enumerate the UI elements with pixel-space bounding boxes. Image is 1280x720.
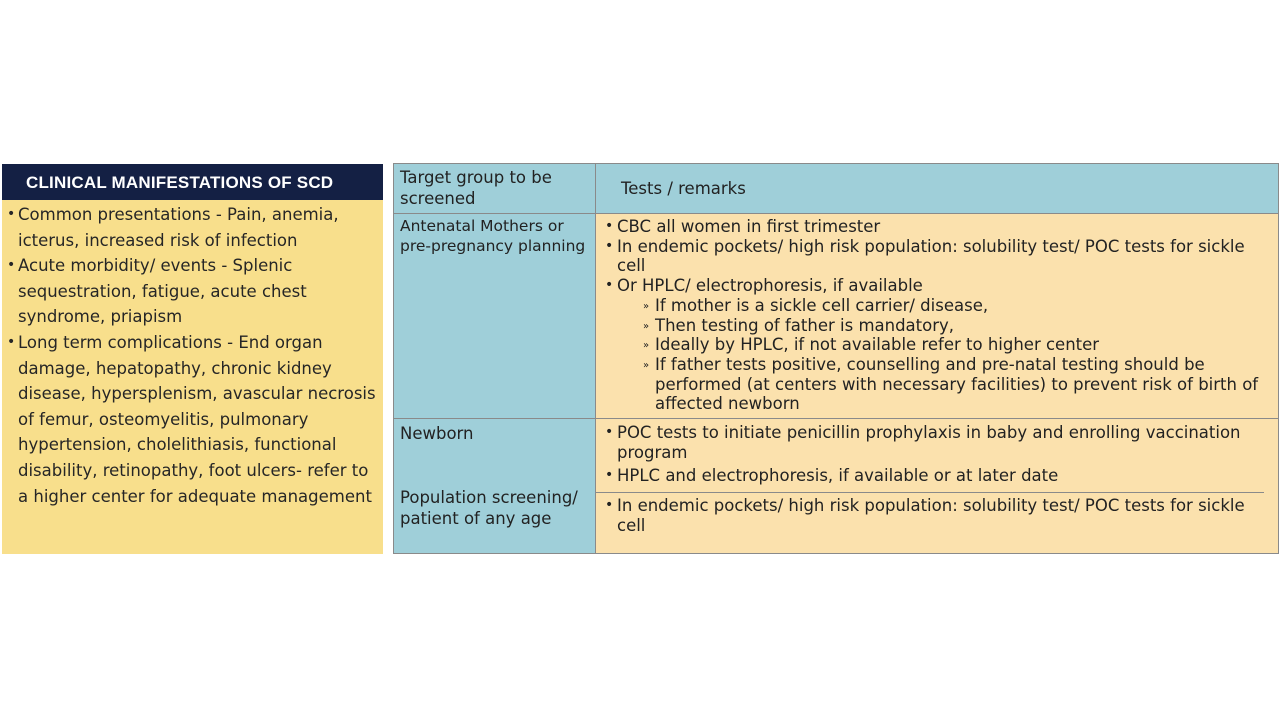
test-subitem: » If father tests positive, counselling and pre-natal testing should be performed (at centers with necessary facilities) to prevent risk of birth of affected newborn — [643, 354, 1259, 414]
clinical-item: • Long term complications - End organ damage, hepatopathy, chronic kidney disease, hypersplenism, avascular necrosis of femur, osteomyelitis, pulmonary hypertension, cholelithiasis, functional disability, retinopathy, foot ulcers- refer to a higher center for adequate management — [2, 330, 383, 509]
tests-list-population — [605, 496, 1245, 535]
row-divider — [394, 418, 1278, 419]
bullet-icon: • — [605, 218, 614, 234]
clinical-item: • Acute morbidity/ events - Splenic sequestration, fatigue, acute chest syndrome, priapism — [2, 253, 383, 330]
test-item: • POC tests to initiate penicillin prophylaxis in baby and enrolling vaccination program — [605, 423, 1241, 462]
chevron-right-icon: » — [643, 359, 650, 371]
clinical-list — [2, 200, 383, 509]
clinical-title: CLINICAL MANIFESTATIONS OF SCD — [2, 164, 383, 200]
clinical-item: • Common presentations - Pain, anemia, icterus, increased risk of infection — [2, 202, 383, 253]
test-item: • Or HPLC/ electrophoresis, if available — [605, 276, 923, 296]
header-target-group: Target group to be screened — [400, 168, 552, 208]
test-subitem: » Ideally by HPLC, if not available refer to higher center — [643, 335, 1100, 355]
bullet-icon: • — [7, 257, 16, 274]
header-tests-remarks: Tests / remarks — [621, 179, 746, 198]
test-subitem: » If mother is a sickle cell carrier/ disease, — [643, 295, 989, 315]
clinical-manifestations-panel — [2, 164, 383, 554]
bullet-icon: • — [605, 467, 614, 484]
test-subitem: » Then testing of father is mandatory, — [643, 315, 955, 335]
test-item: • In endemic pockets/ high risk population: solubility test/ POC tests for sickle cell — [605, 236, 1245, 276]
group-antenatal: Antenatal Mothers or pre-pregnancy planning — [400, 217, 586, 255]
row-divider — [394, 213, 1278, 214]
bullet-icon: • — [605, 237, 614, 254]
bullet-icon: • — [605, 424, 614, 440]
bullet-icon: • — [605, 497, 614, 513]
group-newborn: Newborn — [400, 424, 474, 443]
bullet-icon: • — [7, 333, 16, 350]
screening-table — [393, 163, 1279, 554]
bullet-icon: • — [7, 206, 16, 222]
row-divider — [596, 492, 1264, 493]
tests-list-antenatal — [605, 217, 1265, 414]
test-item: • HPLC and electrophoresis, if available or at later date — [605, 466, 1059, 486]
tests-list-newborn — [605, 423, 1245, 486]
group-population: Population screening/ patient of any age — [400, 488, 578, 528]
chevron-right-icon: » — [643, 320, 650, 332]
bullet-icon: • — [605, 277, 614, 294]
chevron-right-icon: » — [643, 300, 650, 312]
chevron-right-icon: » — [643, 340, 650, 352]
test-item: • In endemic pockets/ high risk population: solubility test/ POC tests for sickle cell — [605, 496, 1245, 535]
test-item: • CBC all women in first trimester — [605, 217, 881, 236]
